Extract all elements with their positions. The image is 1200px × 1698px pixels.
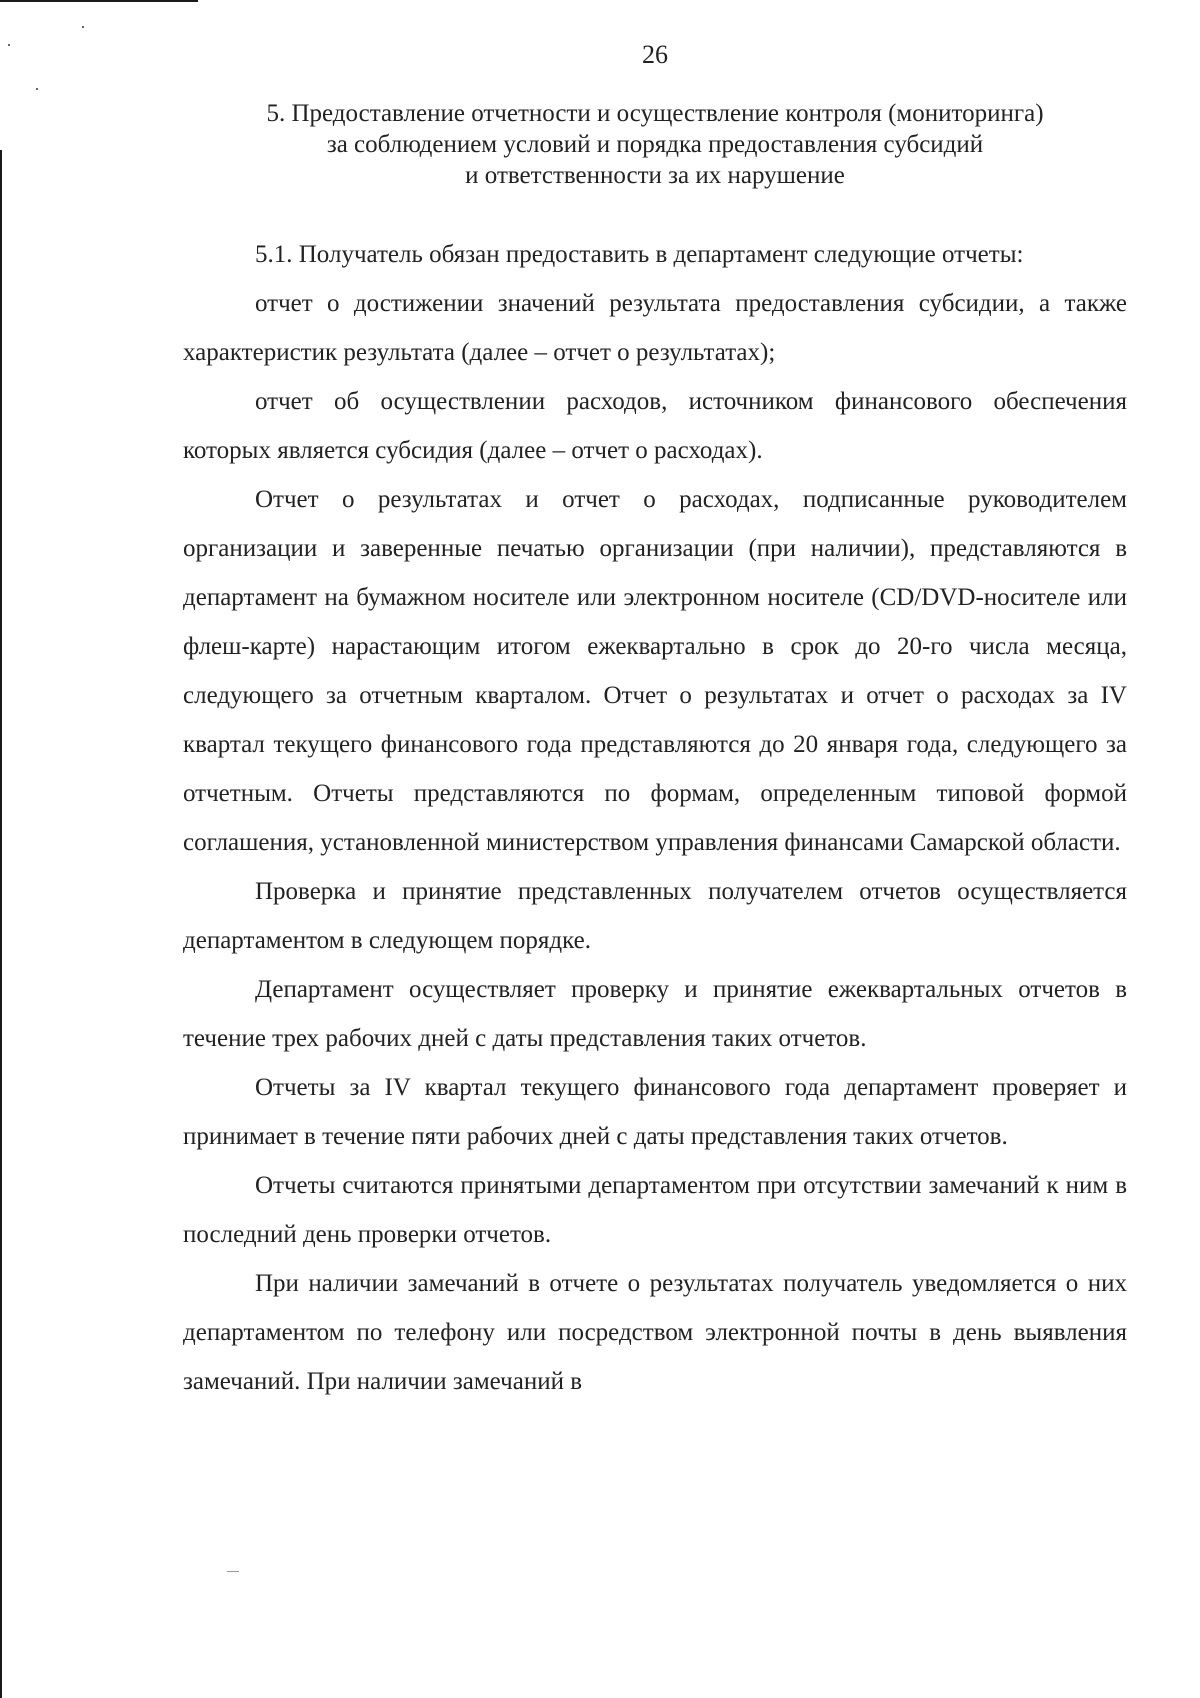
section-heading (150, 98, 1160, 191)
heading-line: за соблюдением условий и порядка предоставления субсидий (326, 131, 984, 158)
paragraph: 5.1. Получатель обязан предоставить в департамент следующие отчеты: (255, 241, 1024, 268)
paragraph: Проверка и принятие представленных получателем отчетов осуществляется департаментом в следующем порядке. (183, 878, 1127, 954)
scan-speck (82, 26, 84, 28)
scan-speck (36, 88, 38, 90)
paragraph: Отчет о результатах и отчет о расходах, подписанные руководителем организации и заверенные печатью организации (при наличии), представляются в департамент на бумажном носителе или электронном носителе (CD/DVD-носителе или флеш-карте) нарастающим итогом ежеквартально в срок до 20-го числа месяца, следующего за отчетным кварталом. Отчет о результатах и отчет о расходах за IV квартал текущего финансового года представляются до 20 января года, следующего за отчетным. Отчеты представляются по формам, определенным типовой формой соглашения, установленной министерством управления финансами Самарской области. (183, 486, 1127, 856)
document-body (183, 230, 1127, 1406)
paragraph: Департамент осуществляет проверку и принятие ежеквартальных отчетов в течение трех рабочих дней с даты представления таких отчетов. (183, 976, 1127, 1052)
paragraph: При наличии замечаний в отчете о результатах получатель уведомляется о них департаментом по телефону или посредством электронной почты в день выявления замечаний. При наличии замечаний в (183, 1270, 1127, 1395)
page-number: 26 (642, 40, 668, 69)
scan-edge-left (0, 150, 2, 1698)
paragraph: отчет об осуществлении расходов, источником финансового обеспечения которых является субсидия (далее – отчет о расходах). (183, 388, 1127, 464)
paragraph: Отчеты за IV квартал текущего финансового года департамент проверяет и принимает в течение пяти рабочих дней с даты представления таких отчетов. (183, 1074, 1127, 1150)
paragraph: Отчеты считаются принятыми департаментом при отсутствии замечаний к ним в последний день проверки отчетов. (183, 1172, 1127, 1248)
heading-line: и ответственности за их нарушение (465, 162, 845, 189)
paragraph: отчет о достижении значений результата предоставления субсидии, а также характеристик результата (далее – отчет о результатах); (183, 290, 1127, 366)
scan-edge-top (0, 0, 198, 2)
heading-line: 5. Предоставление отчетности и осуществление контроля (мониторинга) (266, 100, 1044, 127)
scan-artifact (227, 1571, 239, 1572)
